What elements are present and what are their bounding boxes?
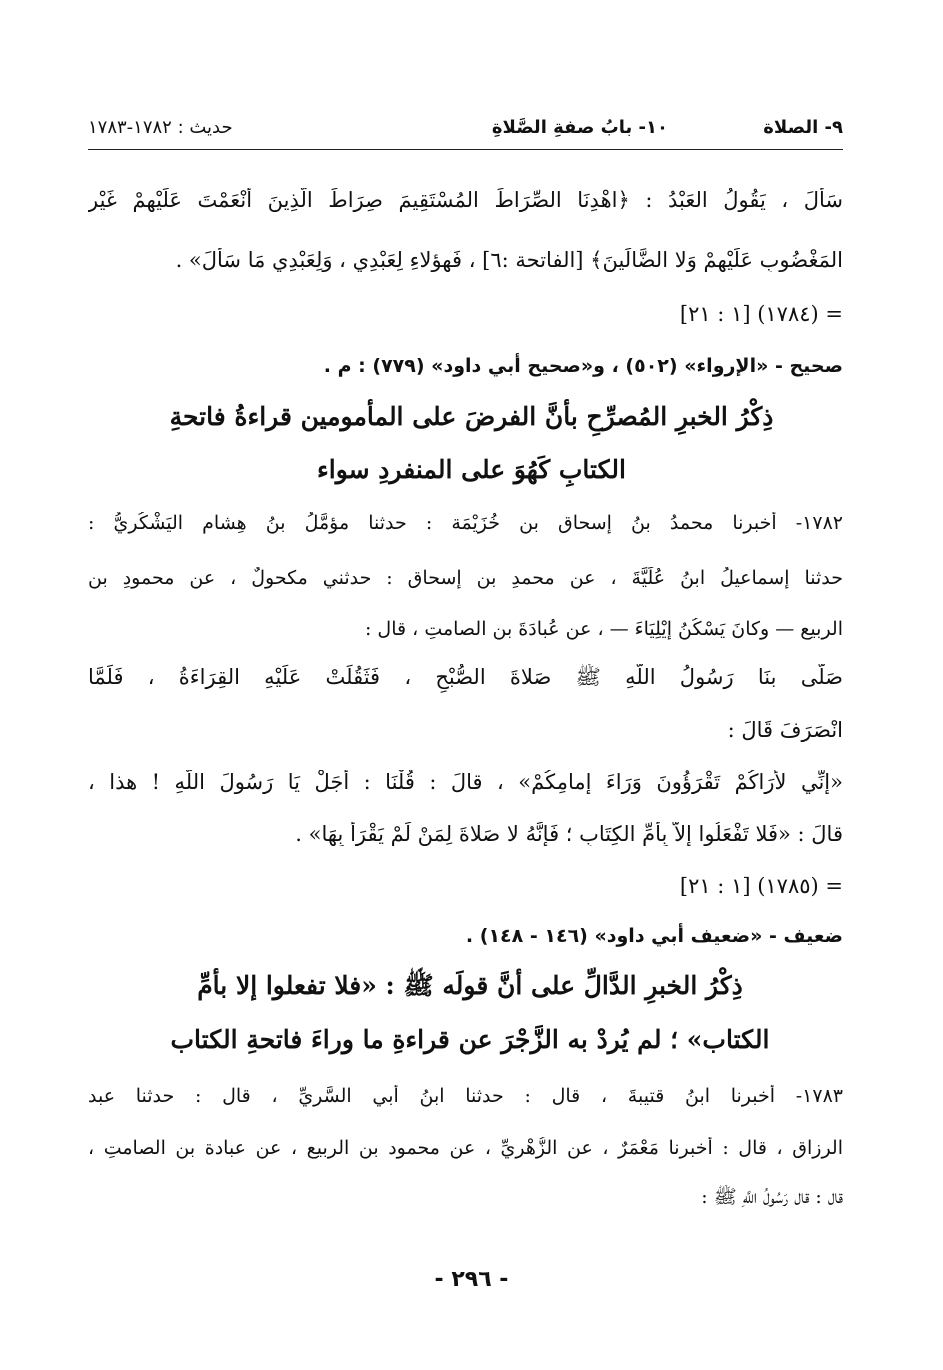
matn-line: «إِنِّي لأَرَاكُمْ تَقْرَؤُونَ وَرَاءَ إمامِكُمْ» ، قالَ : قُلْنَا : أَجَلْ يَا رَسُولَ اللَّهِ ! هذا ، — [88, 770, 843, 794]
hadith-grading: ضعيف - «ضعيف أبي داود» (١٤٦ - ١٤٨) . — [465, 925, 843, 947]
matn-line: قالَ : «فَلا تَفْعَلُوا إِلاَّ بِأُمِّ الكِتَابِ ؛ فَإِنَّهُ لا صَلاةَ لِمَنْ لَمْ يَقْرَأْ بِهَا» . — [295, 822, 843, 846]
isnad-line: ١٧٨٢- أخبرنا محمدُ بنُ إسحاق بن خُزَيْمَة : حدثنا مؤمَّلُ بنُ هِشام اليَشْكُرِيُّ : — [88, 512, 843, 534]
hadith-grading: صحيح - «الإرواء» (٥٠٢) ، و«صحيح أبي داود» (٧٧٩) : م . — [323, 355, 843, 377]
chapter-heading-line: ذِكْرُ الخبرِ الدَّالِّ على أنَّ قولَه ﷺ : «فلا تفعلوا إلا بأمِّ — [197, 971, 743, 1000]
running-header — [88, 112, 843, 144]
cross-reference: = (١٧٨٤) [١ : ٢١] — [679, 302, 843, 326]
isnad-line: حدثنا إسماعيلُ ابنُ عُلَيَّةَ ، عن محمدِ بنِ إسحاق : حدثني مكحولٌ ، عن محمودِ بنِ — [88, 567, 843, 589]
chapter-heading-line: الكتاب» ؛ لم يُردْ به الزَّجْرَ عن قراءةِ ما وراءَ فاتحةِ الكتاب — [170, 1025, 770, 1054]
isnad-line: الرزاق ، قال : أخبرنا مَعْمَرٌ ، عن الزُّهْرِيِّ ، عن محمود بن الربيع ، عن عبادة بن الصامتِ ، — [88, 1137, 843, 1159]
header-book-section: ٩- الصلاة — [763, 117, 843, 138]
isnad-line: الربيع — وكانَ يَسْكُنُ إِيْلِيَاءَ — ، عن عُبادَةَ بنِ الصامتِ ، قال : — [364, 618, 843, 640]
header-chapter-title: ١٠- بابُ صفةِ الصَّلاةِ — [491, 117, 668, 138]
cross-reference: = (١٧٨٥) [١ : ٢١] — [679, 874, 843, 898]
chapter-heading-line: ذِكْرُ الخبرِ المُصرِّحِ بأنَّ الفرضَ على المأمومين قراءةُ فاتحةِ — [169, 402, 774, 431]
isnad-line: ١٧٨٣- أخبرنا ابنُ قتيبةَ ، قال : حدثنا ابنُ أبي السَّرِيِّ ، قال : حدثنا عبد — [88, 1085, 843, 1107]
chapter-heading-line: الكتابِ كَهُوَ على المنفردِ سواء — [317, 455, 626, 484]
matn-line: صَلَّى بنَا رَسُولُ اللَّهِ ﷺ صَلاةَ الصُّبْحِ ، فَثَقُلَتْ عَلَيْهِ القِرَاءَةُ ، فَلَمَّا — [88, 665, 843, 689]
text-line: المَغْضُوبِ عَلَيْهِمْ وَلا الضَّالِّينَ﴾ [الفاتحة :٦] ، فَهؤلاءِ لِعَبْدِي ، وَلِعَبْدِي مَا سَأَلَ» . — [175, 248, 843, 272]
text-line: سَأَلَ ، يَقُولُ العَبْدُ : ﴿اهْدِنَا الصِّرَاطَ المُسْتَقِيمَ صِرَاطَ الَّذِينَ أَنْعَمْتَ عَلَيْهِمْ غَيْرِ — [88, 188, 843, 212]
header-divider — [88, 149, 843, 150]
isnad-line: قال : قال رَسُولُ اللَّهِ ﷺ : — [701, 1186, 843, 1208]
page-number: - ٢٩٦ - — [434, 1267, 509, 1292]
matn-line: انْصَرَفَ قَالَ : — [727, 718, 843, 742]
header-hadith-range: حديث : ١٧٨٢-١٧٨٣ — [88, 117, 233, 138]
